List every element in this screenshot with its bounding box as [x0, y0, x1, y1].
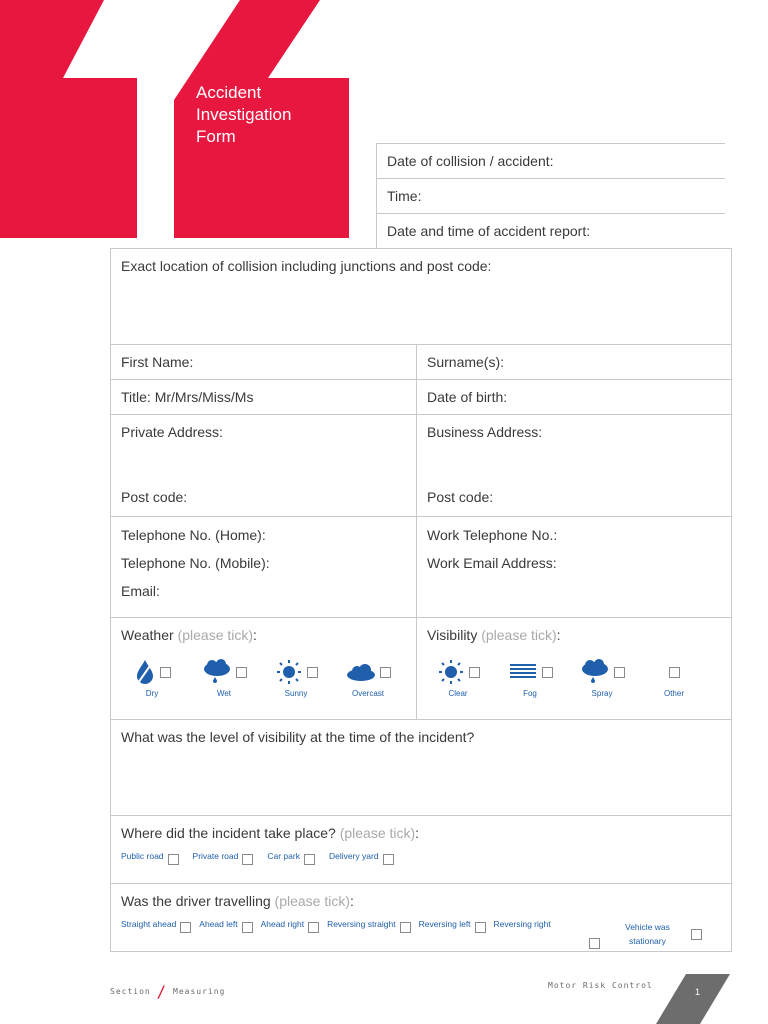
travelling-row [111, 884, 731, 951]
reversing-left-checkbox[interactable] [475, 922, 486, 933]
weather-heading [121, 627, 406, 643]
post-code-label: Post code: [121, 489, 188, 505]
overcast-icon [346, 659, 376, 685]
visibility-hint: (please tick) [481, 627, 557, 643]
reversing-right-checkbox[interactable] [589, 938, 600, 949]
top-fields-table [376, 143, 725, 249]
contact-row [111, 517, 731, 618]
form-title [196, 82, 291, 148]
stationary-label-line1: Vehicle was [625, 922, 670, 932]
fog-checkbox[interactable] [542, 667, 553, 678]
post-code-label: Post code: [427, 489, 494, 505]
weather-colon: : [253, 627, 257, 643]
straight-ahead-checkbox[interactable] [180, 922, 191, 933]
visibility-option-fog [499, 659, 561, 698]
option-label: Straight ahead [121, 919, 177, 929]
stationary-checkbox[interactable] [691, 929, 702, 940]
visibility-level-row [111, 720, 731, 816]
weather-option-wet [193, 659, 255, 698]
title-line: Investigation [196, 105, 292, 124]
tel-home-field[interactable]: Telephone No. (Home): [121, 527, 266, 543]
personal-contact-cell [111, 517, 417, 617]
title-field[interactable]: Title: Mr/Mrs/Miss/Ms [111, 380, 417, 414]
travelling-hint: (please tick) [274, 893, 351, 909]
fog-label: Fog [523, 689, 537, 698]
work-email-field[interactable]: Work Email Address: [427, 555, 557, 571]
footer-section: Section [110, 987, 151, 996]
weather-options [121, 659, 406, 698]
ahead-left-checkbox[interactable] [242, 922, 253, 933]
visibility-level-field[interactable]: What was the level of visibility at the time of the incident? [121, 729, 475, 745]
option-label: Reversing right [493, 919, 551, 929]
visibility-cell [417, 618, 731, 719]
other-checkbox[interactable] [669, 667, 680, 678]
clear-checkbox[interactable] [469, 667, 480, 678]
clear-label: Clear [448, 689, 468, 698]
name-row [111, 345, 731, 380]
sunny-icon [275, 659, 303, 685]
travel-option-stationary [625, 922, 670, 946]
place-options [121, 851, 721, 861]
spray-icon [580, 659, 610, 685]
footer-measuring: Measuring [173, 987, 226, 996]
car-park-checkbox[interactable] [304, 854, 315, 865]
location-row [111, 249, 731, 345]
option-label: Delivery yard [328, 851, 379, 861]
option-label: Public road [121, 851, 164, 861]
quote-mark-graphic [0, 0, 352, 240]
email-field[interactable]: Email: [121, 583, 160, 599]
tel-mobile-field[interactable]: Telephone No. (Mobile): [121, 555, 270, 571]
time-field[interactable]: Time: [376, 179, 725, 214]
place-label: Where did the incident take place? [121, 825, 336, 841]
private-address-field[interactable] [111, 415, 417, 516]
place-option-public-road [121, 851, 179, 861]
option-label: Car park [267, 851, 300, 861]
clear-icon [437, 659, 465, 685]
business-address-label: Business Address: [427, 424, 543, 440]
delivery-yard-checkbox[interactable] [383, 854, 394, 865]
page-number: 1 [695, 987, 701, 997]
travelling-cell [111, 884, 731, 951]
option-label: Reversing straight [327, 919, 396, 929]
location-field[interactable]: Exact location of collision including junctions and post code: [121, 258, 492, 274]
work-tel-field[interactable]: Work Telephone No.: [427, 527, 558, 543]
travel-option-straight-ahead [121, 919, 191, 929]
weather-option-dry [121, 659, 183, 698]
sunny-label: Sunny [284, 689, 308, 698]
place-hint: (please tick) [339, 825, 416, 841]
spray-checkbox[interactable] [614, 667, 625, 678]
wet-checkbox[interactable] [236, 667, 247, 678]
place-colon: : [415, 825, 420, 841]
weather-option-sunny [265, 659, 327, 698]
travelling-heading [121, 893, 721, 909]
option-label: Private road [192, 851, 239, 861]
visibility-label: Visibility [427, 627, 478, 643]
option-label: Reversing left [418, 919, 471, 929]
first-name-field[interactable]: First Name: [111, 345, 417, 379]
conditions-row [111, 618, 731, 720]
private-road-checkbox[interactable] [242, 854, 253, 865]
page-number-badge [656, 974, 730, 1024]
report-date-time-field[interactable]: Date and time of accident report: [376, 214, 725, 249]
date-of-collision-field[interactable]: Date of collision / accident: [376, 144, 725, 179]
stationary-label-line2: stationary [629, 936, 666, 946]
spray-label: Spray [591, 689, 613, 698]
reversing-straight-checkbox[interactable] [400, 922, 411, 933]
main-form-table [110, 248, 732, 952]
travel-option-ahead-right [261, 919, 319, 929]
place-option-car-park [267, 851, 315, 861]
weather-cell [111, 618, 417, 719]
other-label: Other [663, 689, 684, 698]
public-road-checkbox[interactable] [168, 854, 179, 865]
visibility-option-clear [427, 659, 489, 698]
business-address-field[interactable] [417, 415, 731, 516]
title-line: Form [196, 127, 236, 146]
wet-label: Wet [216, 689, 232, 698]
private-address-label: Private Address: [121, 424, 223, 440]
travel-option-reversing-left [419, 919, 486, 929]
option-label: Ahead left [199, 919, 238, 929]
weather-label: Weather [121, 627, 174, 643]
slash-divider: / [156, 982, 168, 1001]
visibility-options [427, 659, 721, 698]
dry-label: Dry [145, 689, 159, 698]
place-cell [111, 816, 731, 883]
overcast-checkbox[interactable] [380, 667, 391, 678]
wet-icon [202, 659, 232, 685]
dob-field[interactable]: Date of birth: [427, 389, 508, 405]
title-line: Accident [196, 83, 262, 102]
visibility-colon: : [556, 627, 561, 643]
address-row [111, 415, 731, 517]
ahead-right-checkbox[interactable] [308, 922, 319, 933]
place-option-private-road [193, 851, 254, 861]
weather-hint: (please tick) [177, 627, 254, 643]
place-row [111, 816, 731, 884]
title-dob-row [111, 380, 731, 415]
dry-checkbox[interactable] [160, 667, 171, 678]
work-contact-cell [417, 517, 731, 617]
footer-section-label [110, 982, 225, 1001]
footer-brand: Motor Risk Control [548, 981, 653, 990]
surname-field[interactable]: Surname(s): [427, 354, 505, 370]
travel-option-reversing-straight [327, 919, 411, 929]
travel-option-ahead-left [199, 919, 252, 929]
travel-option-reversing-right [494, 919, 551, 929]
place-option-delivery-yard [329, 851, 394, 861]
dry-icon [134, 659, 156, 685]
fog-icon [508, 659, 538, 685]
travelling-label: Was the driver travelling [121, 893, 271, 909]
place-heading [121, 825, 721, 841]
sunny-checkbox[interactable] [307, 667, 318, 678]
visibility-option-other [643, 659, 705, 698]
visibility-heading [427, 627, 721, 643]
visibility-option-spray [571, 659, 633, 698]
option-label: Ahead right [260, 919, 305, 929]
overcast-label: Overcast [351, 689, 384, 698]
weather-option-overcast [337, 659, 399, 698]
travelling-colon: : [350, 893, 354, 909]
